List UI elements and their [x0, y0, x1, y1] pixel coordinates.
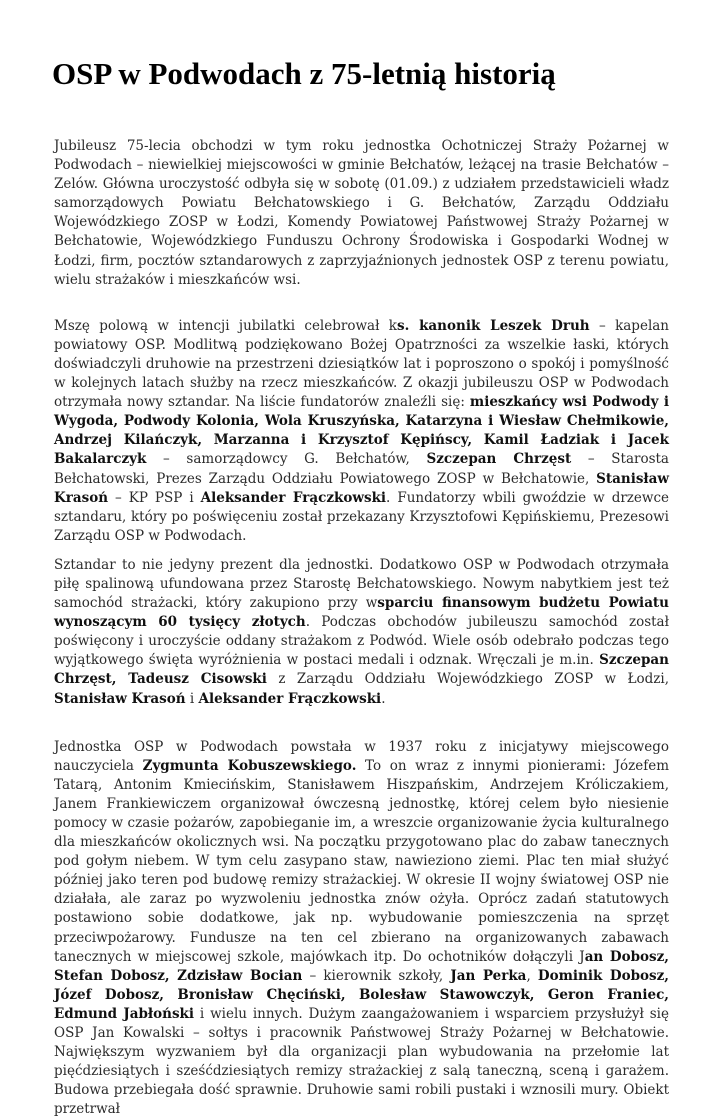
bold-run: Dominik Dobosz, Józef Dobosz, Bronisław Chęciński, Bolesław Stawowczyk, Geron Franiec, Edmund Jabłoński [54, 967, 669, 1022]
paragraph-history [54, 738, 669, 1120]
text-run: Mszę polową w intencji jubilatki celebrował k [54, 317, 397, 334]
bold-run: Stanisław Krasoń [54, 690, 186, 707]
article-title: OSP w Podwodach z 75-letnią historią [52, 56, 556, 91]
text-run: – kierownik szkoły, [302, 967, 451, 984]
bold-run: an Dobosz, Stefan Dobosz, Zdzisław Bocian [54, 948, 669, 984]
text-run: . Podczas obchodów jubileuszu samochód został poświęcony i uroczyście oddany strażakom z Podwód. Wiele osób odebrało podczas tego wyjątkowego święta wyróżnienia w postaci medali i odznak. Wręczali je m.in. [54, 614, 669, 669]
text-run: z Zarządu Oddziału Wojewódzkiego ZOSP w Łodzi, [266, 671, 669, 688]
bold-run: Szczepan Chrzęst, Tadeusz Cisowski [54, 652, 669, 688]
paragraph-intro: Jubileusz 75-lecia obchodzi w tym roku jednostka Ochotniczej Straży Pożarnej w Podwodach – niewielkiej miejscowości w gminie Bełchatów, leżącej na trasie Bełchatów – Zelów. Główna uroczystość odbyła się w sobotę (01.09.) z udziałem przedstawicieli władz samorządowych Powiatu Bełchatowskiego i G. Bełchatów, Zarządu Oddziału Wojewódzkiego ZOSP w Łodzi, Komendy Powiatowej Państwowej Straży Pożarnej w Bełchatowie, Wojewódzkiego Funduszu Ochrony Środowiska i Gospodarki Wodnej w Łodzi, firm, pocztów sztandarowych z zaprzyjaźnionych jednostek OSP z terenu powiatu, wielu strażaków i mieszkańców wsi. [54, 138, 669, 288]
bold-run: Aleksander Frączkowski [198, 690, 382, 707]
text-run: To on wraz z innymi pionierami: Józefem Tatarą, Antonim Kmiecińskim, Stanisławem Hiszpańskim, Andrzejem Króliczakiem, Janem Frankiewiczem organizował ówczesną jednostkę, której celem było niesienie pomocy w czasie pożarów, zapobieganie im, a wreszcie organizowanie życia kulturalnego dla mieszkańców okolicznych wsi. Na początku przygotowano plac do zabaw tanecznych pod gołym niebem. W tym celu zasypano staw, nawieziono ziemi. Plac ten miał służyć później jako teren pod budowę remizy strażackiej. W okresie II wojny światowej OSP nie działała, ale zaraz po wyzwoleniu jednostka znów ożyła. Oprócz zadań statutowych postawiono sobie dodatkowe, jak np. wybudowanie pomieszczenia na sprzęt przeciwpożarowy. Fundusze na ten cel zbierano na organizowanych zabawach tanecznych w miejscowej szkole, majówkach itp. Do ochotników dołączyli J [54, 757, 669, 965]
text-run: i wielu innych. Dużym zaangażowaniem i wsparciem przysłużył się OSP Jan Kowalski – sołtys i pracownik Państwowej Straży Pożarnej w Bełchatowie. Największym wyzwaniem był dla organizacji plan wybudowania na przełomie lat pięćdziesiątych i sześćdziesiątych remizy strażackiej z salą taneczną, sceną i garażem. Budowa przebiegała dość sprawnie. Druhowie sami robili pustaki i wznosili mury. Obiekt przetrwał [54, 1005, 669, 1118]
text-run: , [526, 967, 538, 984]
bold-run: Szczepan Chrzęst [426, 451, 572, 468]
article-body [54, 137, 669, 1120]
bold-run: Zygmunta Kobuszewskiego. [142, 757, 357, 774]
text-run: Sztandar to nie jedyny prezent dla jednostki. Dodatkowo OSP w Podwodach otrzymała piłę spalinową ufundowana przez Starostę Bełchatowskiego. Nowym nabytkiem jest też samochód strażacki, który zakupiono przy w [54, 556, 669, 612]
text-run: Jednostka OSP w Podwodach powstała w 1937 roku z inicjatywy miejscowego nauczyciela [54, 738, 669, 774]
text-run: . Fundatorzy wbili gwoździe w drzewce sztandaru, który po poświęceniu został przekazany Krzysztofowi Kępińskiemu, Prezesowi Zarządu OSP w Podwodach. [54, 489, 669, 544]
text-run: – KP PSP i [108, 489, 201, 506]
text-run: i [185, 690, 199, 707]
bold-run: s. kanonik Leszek Druh [397, 317, 590, 334]
bold-run: Aleksander Frączkowski [200, 489, 387, 506]
bold-run: Stanisław Krasoń [54, 470, 669, 506]
text-run: – kapelan powiatowy OSP. Modlitwą podziękowano Bożej Opatrzności za wszelkie łaski, których doświadczyli druhowie na przestrzeni dziesiątków lat i poproszono o spokój i pomyślność w kolejnych latach służby na rzecz mieszkańców. Z okazji jubileuszu OSP w Podwodach otrzymała nowy sztandar. Na liście fundatorów znaleźli się: [54, 317, 670, 411]
text-run: . [381, 690, 386, 707]
bold-run: mieszkańcy wsi Podwody i Wygoda, Podwody Kolonia, Wola Kruszyńska, Katarzyna i Wiesław Chełmikowie, Andrzej Kilańczyk, Marzanna i Krzysztof Kępińscy, Kamil Ładziak i Jacek Bakalarczyk [54, 394, 669, 468]
bold-run: sparciu finansowym budżetu Powiatu wynoszącym 60 tysięcy złotych [54, 595, 669, 631]
text-run: – Starosta Bełchatowski, Prezes Zarządu Oddziału Powiatowego ZOSP w Bełchatowie, [54, 451, 669, 487]
paragraph-gifts [54, 556, 669, 709]
text-run: – samorządowcy G. Bełchatów, [146, 451, 427, 468]
paragraph-mass-and-banner [54, 317, 669, 546]
bold-run: Jan Perka [450, 967, 527, 984]
